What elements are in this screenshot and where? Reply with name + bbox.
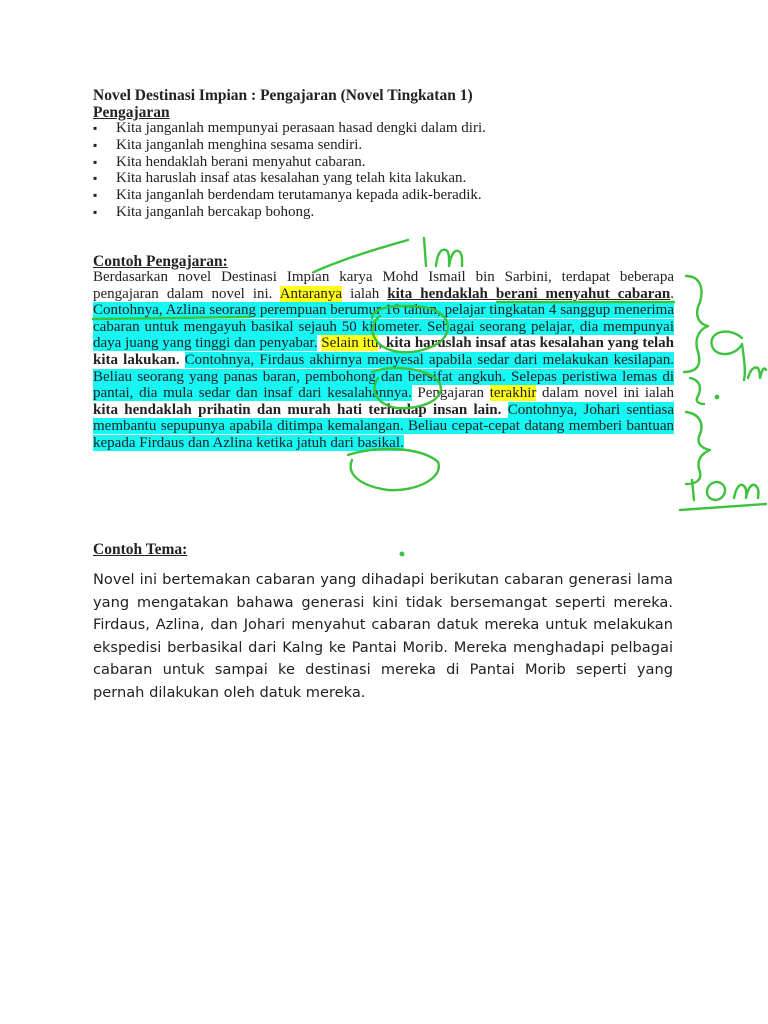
ink-bracket xyxy=(690,378,704,404)
text-run: Berdasarkan novel Destinasi Impian karya Mohd Ismail bin Sarbini, terdapat beberapa pengajaran dalam novel ini. xyxy=(93,269,674,302)
ink-1m-m xyxy=(436,250,462,266)
contoh-tema-paragraph: Novel ini bertemakan cabaran yang dihadapi berikutan cabaran generasi lama yang mengatakan bahawa generasi kini tidak bersemangat seperti mereka. Firdaus, Azlina, dan Johari menyahut cabaran datuk mereka untuk melakukan ekspedisi berbasikal dari Kalng ke Pantai Morib. Mereka menghadapi pelbagai cabaran untuk sampai ke destinasi mereka di Pantai Morib seperti yang pernah dilakukan oleh datuk mereka. xyxy=(93,571,673,701)
bold-text: kita haruslah insaf atas kesalahan yang telah kita lakukan. xyxy=(93,335,675,368)
text-run: Pengajaran xyxy=(411,385,490,402)
ink-10m-one xyxy=(692,480,694,500)
highlighted-text: Contohnya, Johari sentiasa membantu sepupunya apabila ditimpa kemalangan. Beliau cepat-cepat datang memberi bantuan kepada Firdaus dan Azlina ketika jatuh dari basikal. xyxy=(93,401,674,451)
pengajaran-list xyxy=(93,120,693,221)
ink-dot xyxy=(401,553,404,556)
highlighted-text: Contohnya, Firdaus akhirnya menyesal apabila sedar dari melakukan kesilapan. Beliau seorang yang panas baran, pembohong dan bersifat angkuh. Selepas peristiwa lemas di pantai, dia mula sedar dan insaf dari kesalahannya. xyxy=(93,351,675,402)
ink-9m-m xyxy=(748,367,766,378)
highlighted-text: terakhir xyxy=(489,385,537,402)
list-item: ▪ Kita hendaklah berani menyahut cabaran. xyxy=(93,154,693,171)
document-title: Novel Destinasi Impian : Pengajaran (Novel Tingkatan 1) xyxy=(93,87,473,104)
list-item: ▪ Kita janganlah bercakap bohong. xyxy=(93,204,693,221)
text-run: , xyxy=(378,335,387,352)
ink-dot xyxy=(716,396,718,398)
text-run xyxy=(179,352,184,368)
ink-10m-zero xyxy=(707,482,725,500)
list-item: ▪ Kita haruslah insaf atas kesalahan yang telah kita lakukan. xyxy=(93,170,693,187)
section-heading-contoh-pengajaran: Contoh Pengajaran: xyxy=(93,253,228,270)
ink-10m-m xyxy=(734,485,759,498)
highlighted-text: Antaranya xyxy=(279,285,343,302)
contoh-pengajaran-paragraph xyxy=(93,269,674,452)
ink-bracket xyxy=(684,276,708,372)
section-heading-contoh-tema: Contoh Tema: xyxy=(93,541,188,558)
ink-9m-nine xyxy=(711,332,744,380)
highlighted-text: Selain itu xyxy=(321,335,379,352)
text-run xyxy=(501,402,507,418)
section-heading-pengajaran: Pengajaran xyxy=(93,104,170,121)
ink-bracket xyxy=(686,412,710,484)
ink-1m-one xyxy=(424,238,426,266)
list-item: ▪ Kita janganlah mempunyai perasaan hasad dengki dalam diri. xyxy=(93,120,693,137)
ink-underline xyxy=(680,504,766,510)
ink-circle xyxy=(348,449,439,490)
text-run: . xyxy=(670,285,674,302)
text-run: ialah xyxy=(342,285,388,302)
list-item: ▪ Kita janganlah menghina sesama sendiri. xyxy=(93,137,693,154)
list-item: ▪ Kita janganlah berdendam terutamanya kepada adik-beradik. xyxy=(93,187,693,204)
bold-underlined-text: kita hendaklah berani menyahut cabaran xyxy=(387,285,671,302)
highlighted-text: Contohnya, Azlina seorang perempuan berumur 16 tahun, pelajar tingkatan 4 sanggup menerima cabaran untuk mengayuh basikal sejauh 50 kilometer. Sebagai seorang pelajar, dia mempunyai daya juang yang tinggi dan penyabar. xyxy=(93,302,674,352)
text-run: dalam novel ini ialah xyxy=(536,385,674,402)
bold-text: kita hendaklah prihatin dan murah hati terhadap insan lain. xyxy=(93,401,502,418)
ink-arrow-stroke xyxy=(314,240,408,272)
